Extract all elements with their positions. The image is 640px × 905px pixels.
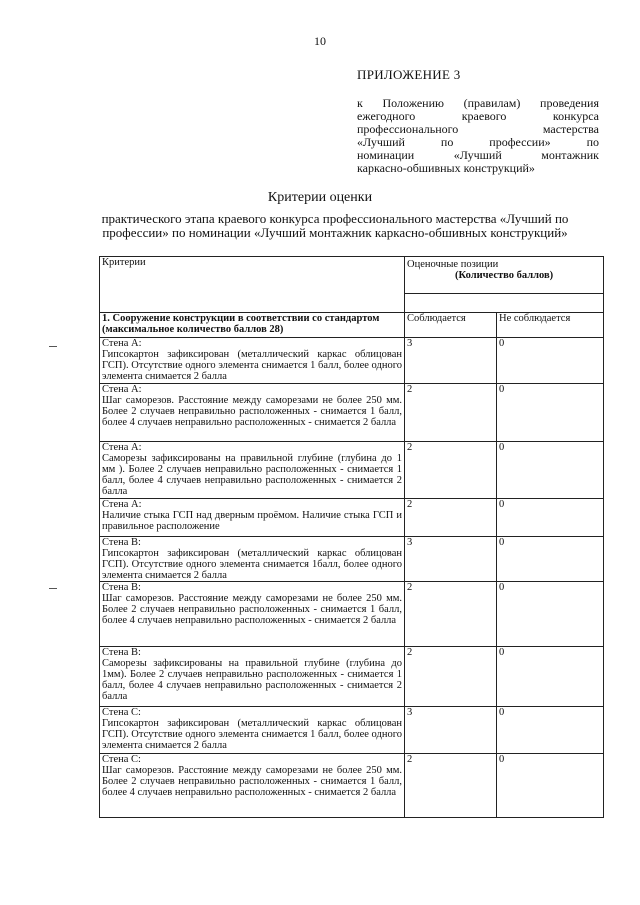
criterion-cell bbox=[100, 537, 405, 582]
table-row bbox=[100, 582, 604, 647]
appendix-title: ПРИЛОЖЕНИЕ 3 bbox=[357, 67, 461, 82]
document-subtitle: практического этапа краевого конкурса профессионального мастерства «Лучший по профессии» по номинации «Лучший монтажник каркасно-обшивных конструкций» bbox=[101, 211, 569, 240]
score-not-complies: 0 bbox=[497, 499, 604, 537]
table-row bbox=[100, 707, 604, 754]
appendix-block bbox=[357, 68, 599, 175]
score-complies: 2 bbox=[405, 442, 497, 499]
table-row bbox=[100, 338, 604, 384]
criterion-text: Саморезы зафиксированы на правильной глубине (глубина до 1 мм ). Более 2 случаев неправильно расположенных - снимается 1 балл, более 4 случаев неправильно расположенных - снимается 2 балла bbox=[102, 453, 402, 497]
criterion-cell bbox=[100, 754, 405, 818]
table-row bbox=[100, 384, 604, 442]
score-not-complies: 0 bbox=[497, 338, 604, 384]
score-not-complies: 0 bbox=[497, 582, 604, 647]
score-not-complies: 0 bbox=[497, 537, 604, 582]
header-criteria: Критерии bbox=[100, 257, 405, 313]
wall-label: Стена А: bbox=[102, 499, 142, 510]
wall-label: Стена А: bbox=[102, 384, 142, 395]
margin-mark bbox=[49, 588, 57, 589]
table-row bbox=[100, 499, 604, 537]
score-not-complies: 0 bbox=[497, 754, 604, 818]
wall-label: Стена А: bbox=[102, 442, 142, 453]
criterion-text: Наличие стыка ГСП над дверным проёмом. Наличие стыка ГСП и правильное расположение bbox=[102, 510, 402, 532]
wall-label: Стена С: bbox=[102, 707, 141, 718]
wall-label: Стена А: bbox=[102, 338, 142, 349]
criterion-cell bbox=[100, 384, 405, 442]
appendix-line: профессионального мастерства bbox=[357, 122, 599, 136]
criterion-text: Шаг саморезов. Расстояние между саморезами не более 250 мм. Более 2 случаев неправильно расположенных - снимается 1 балл, более 4 случаев неправильно расположенных - снимается 2 балла bbox=[102, 765, 402, 798]
criteria-title: Критерии оценки bbox=[267, 190, 373, 205]
margin-mark bbox=[49, 346, 57, 347]
criterion-text: Шаг саморезов. Расстояние между саморезами не более 250 мм. Более 2 случаев неправильно расположенных - снимается 1 балл, более 4 случаев неправильно расположенных - снимается 2 балла bbox=[102, 395, 402, 428]
table-row bbox=[100, 442, 604, 499]
section-title: 1. Сооружение конструкции в соответствии со стандартом (максимальное количество баллов 28) bbox=[100, 313, 405, 338]
wall-label: Стена В: bbox=[102, 647, 141, 658]
score-complies: 2 bbox=[405, 499, 497, 537]
score-complies: 2 bbox=[405, 582, 497, 647]
appendix-line: номинации «Лучший монтажник bbox=[357, 148, 599, 162]
criterion-cell bbox=[100, 338, 405, 384]
score-complies: 2 bbox=[405, 384, 497, 442]
header-positions-label: Оценочные позиции bbox=[407, 259, 499, 270]
appendix-line: к Положению (правилам) проведения bbox=[357, 96, 599, 110]
criteria-table bbox=[99, 256, 604, 818]
criterion-cell bbox=[100, 707, 405, 754]
score-not-complies: 0 bbox=[497, 384, 604, 442]
criterion-text: Саморезы зафиксированы на правильной глубине (глубина до 1мм). Более 2 случаев неправильно расположенных - снимается 1 балл, более 4 случаев неправильно расположенных - снимается 2 балла bbox=[102, 658, 402, 702]
criterion-text: Шаг саморезов. Расстояние между саморезами не более 250 мм. Более 2 случаев неправильно расположенных - снимается 1 балл, более 4 случаев неправильно расположенных - снимается 2 балла bbox=[102, 593, 402, 626]
col-not-complies-header: Не соблюдается bbox=[497, 313, 604, 338]
criterion-cell bbox=[100, 499, 405, 537]
criterion-text: Гипсокартон зафиксирован (металлический каркас облицован ГСП). Отсутствие одного элемента снимается 1 балл, более одного элемента снимается 2 балла bbox=[102, 718, 402, 751]
score-complies: 3 bbox=[405, 707, 497, 754]
wall-label: Стена В: bbox=[102, 582, 141, 593]
criterion-cell bbox=[100, 442, 405, 499]
criterion-text: Гипсокартон зафиксирован (металлический каркас облицован ГСП). Отсутствие одного элемента снимается 1 балл, более одного элемента снимается 2 балла bbox=[102, 349, 402, 382]
col-complies-header: Соблюдается bbox=[405, 313, 497, 338]
score-not-complies: 0 bbox=[497, 647, 604, 707]
wall-label: Стена В: bbox=[102, 537, 141, 548]
section-row bbox=[100, 313, 604, 338]
wall-label: Стена С: bbox=[102, 754, 141, 765]
header-points-label: (Количество баллов) bbox=[455, 270, 554, 281]
criterion-cell bbox=[100, 647, 405, 707]
score-complies: 3 bbox=[405, 537, 497, 582]
header-positions-cell bbox=[405, 257, 603, 294]
table-row bbox=[100, 647, 604, 707]
score-not-complies: 0 bbox=[497, 707, 604, 754]
score-not-complies: 0 bbox=[497, 442, 604, 499]
criterion-text: Гипсокартон зафиксирован (металлический каркас облицован ГСП). Отсутствие одного элемента снимается 1балл, более одного элемента снимается 2 балла bbox=[102, 548, 402, 581]
page-number: 10 bbox=[314, 34, 326, 48]
table-header-row bbox=[100, 257, 604, 313]
appendix-line: каркасно-обшивных конструкций» bbox=[357, 161, 535, 175]
criterion-cell bbox=[100, 582, 405, 647]
appendix-line: ежегодного краевого конкурса bbox=[357, 109, 599, 123]
table-row bbox=[100, 537, 604, 582]
score-complies: 2 bbox=[405, 647, 497, 707]
score-complies: 2 bbox=[405, 754, 497, 818]
table-row bbox=[100, 754, 604, 818]
score-complies: 3 bbox=[405, 338, 497, 384]
header-positions bbox=[405, 257, 604, 313]
appendix-line: «Лучший по профессии» по bbox=[357, 135, 599, 149]
